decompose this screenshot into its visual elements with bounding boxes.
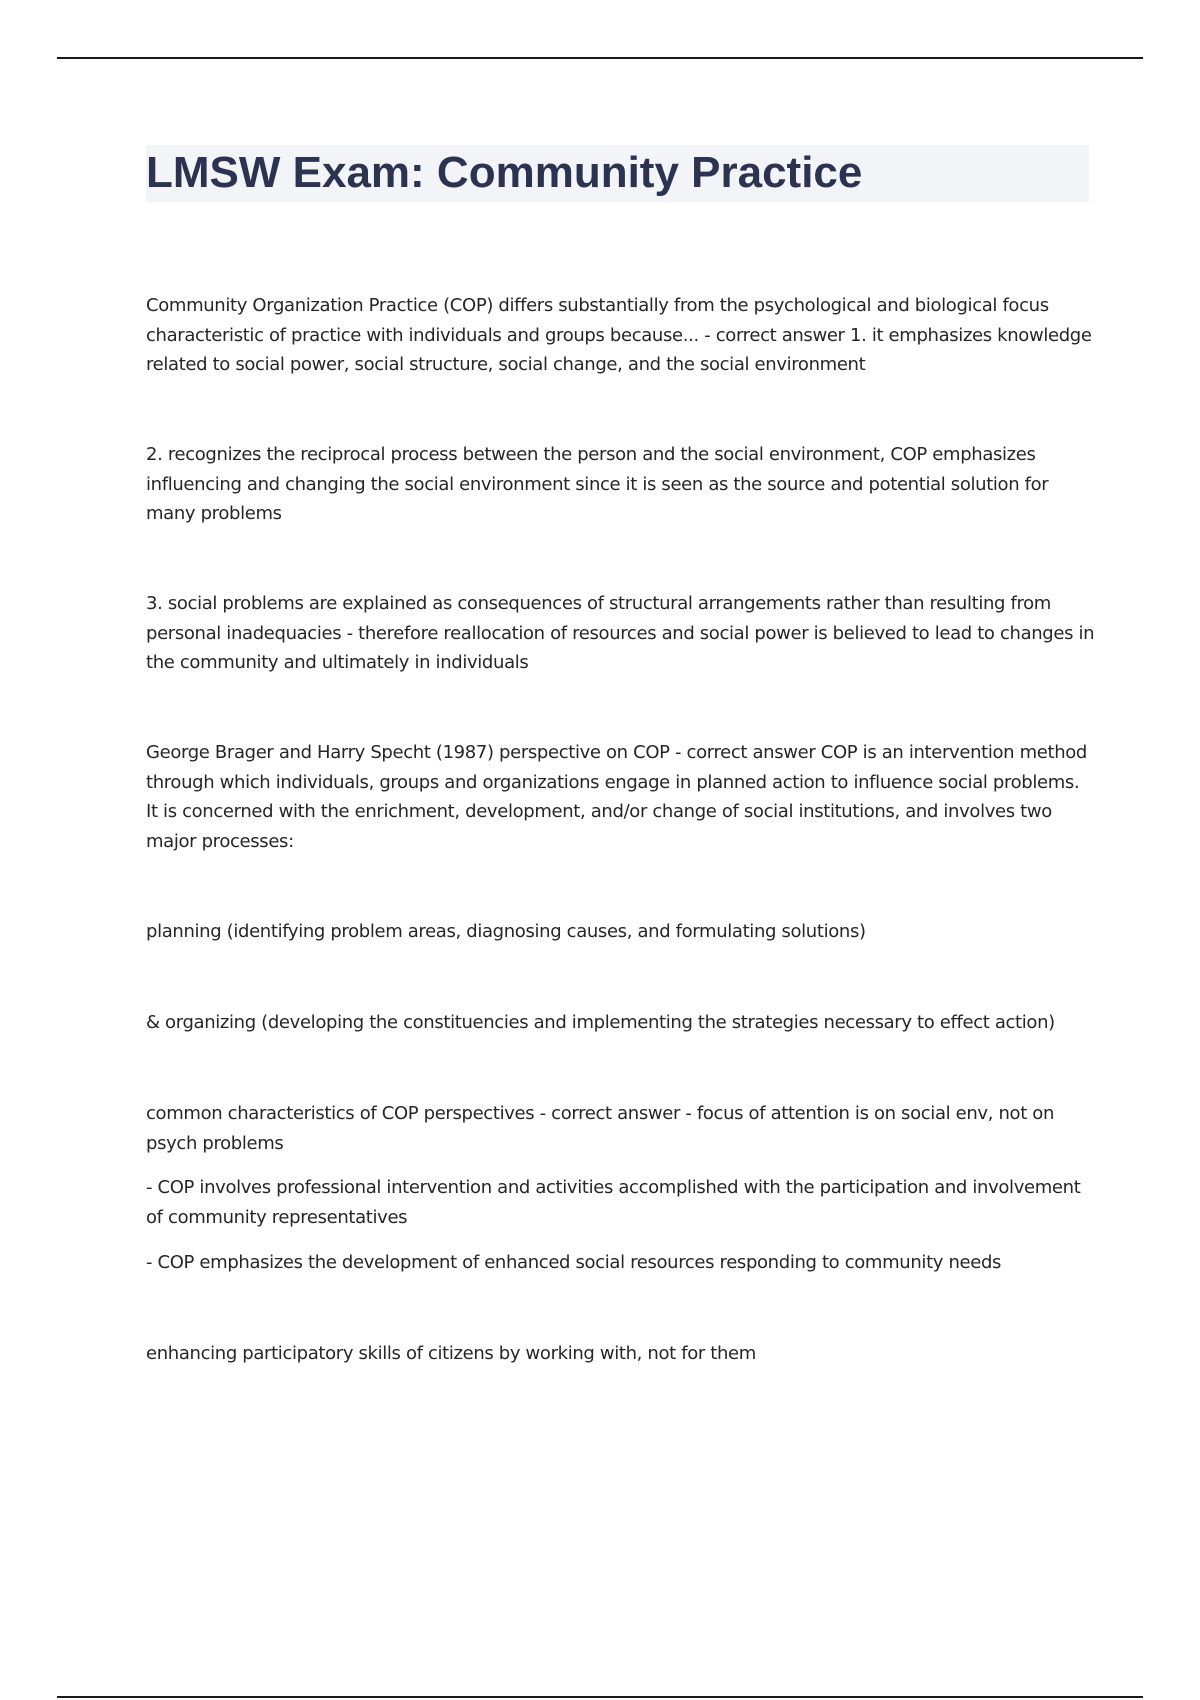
- top-rule: [57, 57, 1143, 59]
- paragraph-brager-specht: George Brager and Harry Specht (1987) perspective on COP - correct answer COP is an intervention method through which individuals, groups and organizations engage in planned action to influence social problems. It is concerned with the enrichment, development, and/or change of social institutions, and involves two major processes:: [146, 742, 1087, 852]
- paragraph-participatory-skills: enhancing participatory skills of citizens by working with, not for them: [146, 1343, 756, 1364]
- paragraph-common-characteristics: common characteristics of COP perspectives - correct answer - focus of attention is on social env, not on psych problems: [146, 1103, 1054, 1154]
- paragraph-planning: planning (identifying problem areas, diagnosing causes, and formulating solutions): [146, 921, 866, 942]
- page-title: LMSW Exam: Community Practice: [146, 148, 863, 197]
- paragraph-social-resources: - COP emphasizes the development of enhanced social resources responding to community needs: [146, 1252, 1002, 1273]
- paragraph-point-3: 3. social problems are explained as consequences of structural arrangements rather than resulting from personal inadequacies - therefore reallocation of resources and social power is believed to lead to changes in the community and ultimately in individuals: [146, 593, 1095, 673]
- paragraph-organizing: & organizing (developing the constituencies and implementing the strategies necessary to effect action): [146, 1012, 1055, 1033]
- paragraph-point-2: 2. recognizes the reciprocal process between the person and the social environment, COP emphasizes influencing and changing the social environment since it is seen as the source and potential solution for many problems: [146, 444, 1049, 524]
- paragraph-cop-definition: Community Organization Practice (COP) differs substantially from the psychological and biological focus characteristic of practice with individuals and groups because... - correct answer 1. it emphasizes knowledge related to social power, social structure, social change, and the social environment: [146, 295, 1092, 375]
- bottom-rule: [57, 1696, 1143, 1698]
- paragraph-professional-intervention: - COP involves professional intervention and activities accomplished with the participation and involvement of community representatives: [146, 1177, 1081, 1228]
